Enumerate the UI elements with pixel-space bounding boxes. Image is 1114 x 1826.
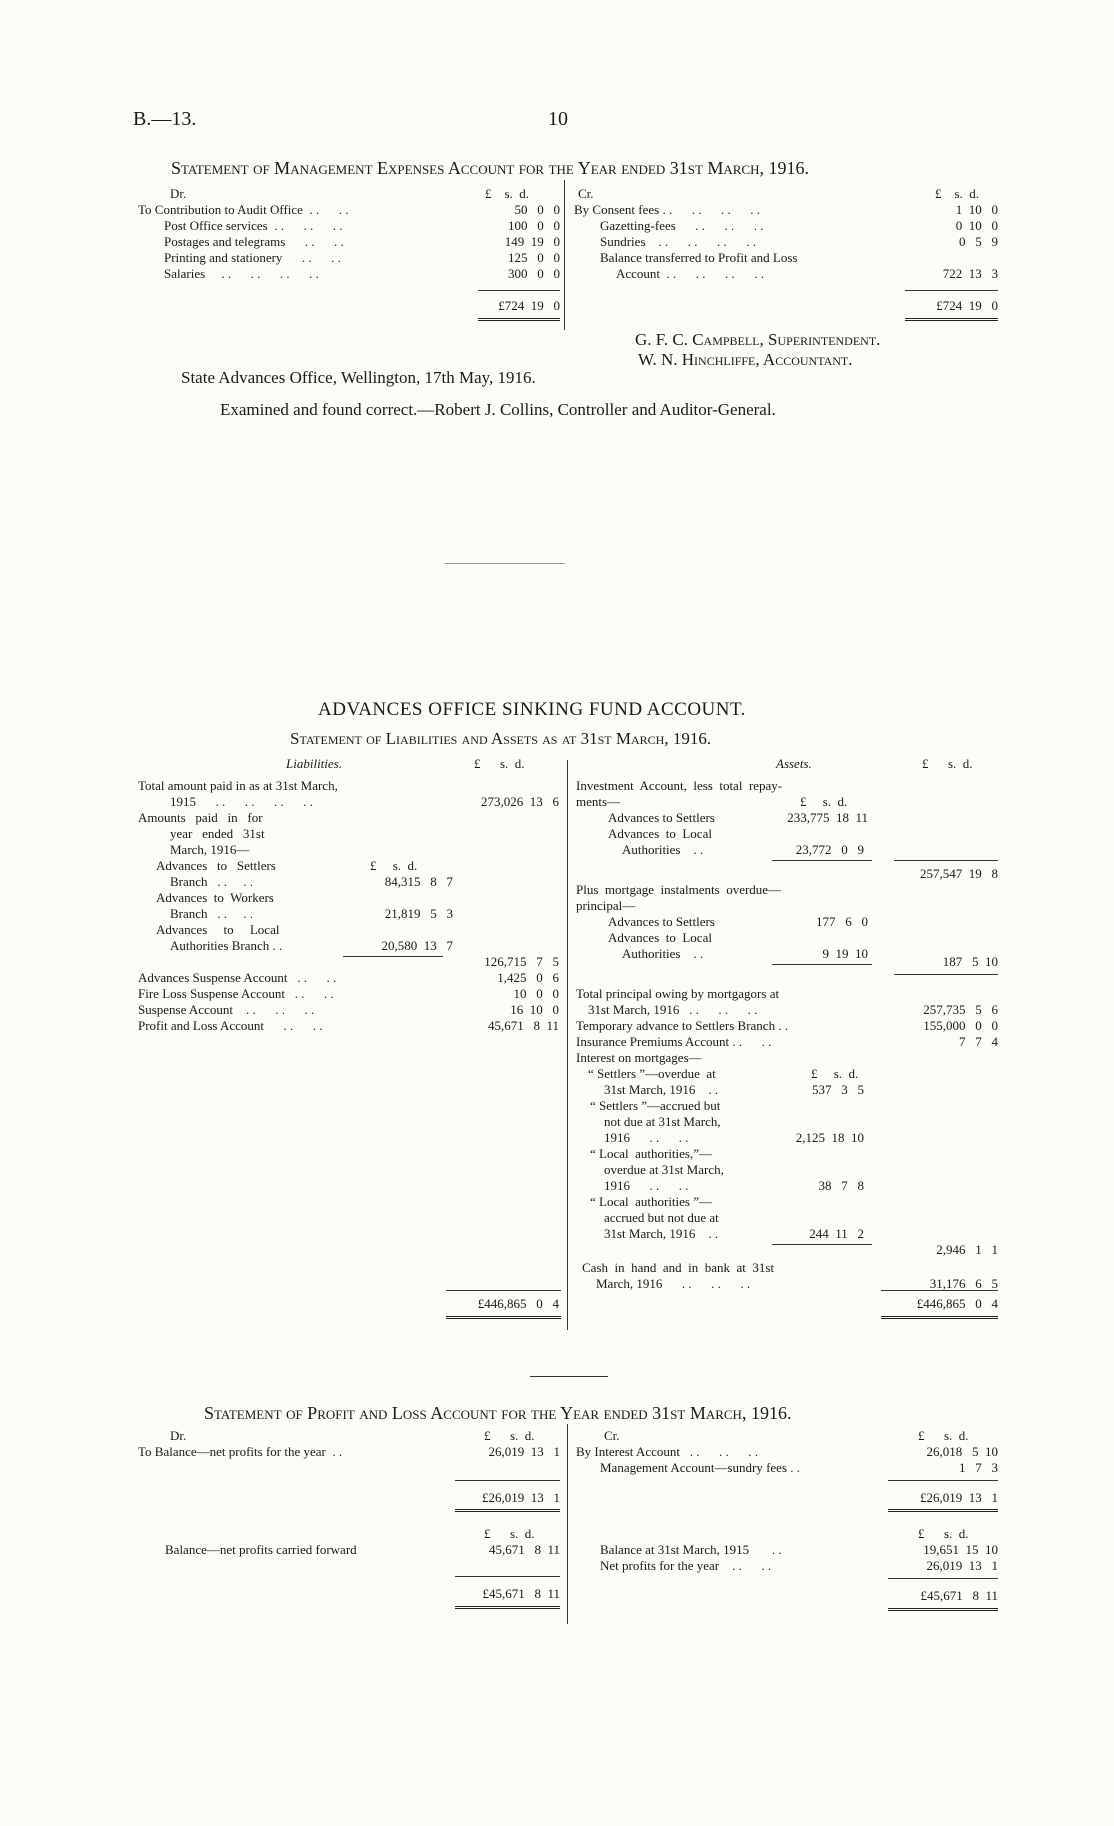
pl-cr-line: By Interest Account . . . . . . xyxy=(576,1444,758,1459)
liab-line: Branch . . . . xyxy=(170,906,254,921)
liab-line: 1915 . . . . . . . . xyxy=(170,794,313,809)
signature-accountant: W. N. Hinchliffe, Accountant. xyxy=(638,350,853,369)
cr-amount: 1 10 0 xyxy=(955,202,998,217)
liab-line: Branch . . . . xyxy=(170,874,254,889)
asset-line: “ Local authorities ”— xyxy=(590,1194,713,1209)
liab-line: Total amount paid in as at 31st March, xyxy=(138,778,338,793)
asset-total-rule xyxy=(881,1290,998,1291)
sinking-divider xyxy=(567,760,568,1330)
asset-inner-amount: 177 6 0 xyxy=(816,914,868,929)
asset-line: Plus mortgage instalments overdue— xyxy=(576,882,782,897)
asset-line: 1916 . . . . xyxy=(604,1130,689,1145)
asset-line: “ Settlers ”—accrued but xyxy=(590,1098,721,1113)
asset-amount: 31,176 6 5 xyxy=(929,1276,998,1291)
liab-line: year ended 31st xyxy=(170,826,265,841)
asset-inner-cols: £ s. d. xyxy=(811,1066,859,1081)
liab-amount: 273,026 13 6 xyxy=(481,794,559,809)
asset-line: overdue at 31st March, xyxy=(604,1162,724,1177)
signature-superintendent: G. F. C. Campbell, Superintendent. xyxy=(635,330,881,349)
liab-line: Advances to Local xyxy=(156,922,280,937)
cr-row: Balance transferred to Profit and Loss xyxy=(600,250,798,265)
liab-total-double-rule xyxy=(446,1316,561,1319)
mgmt-cr-label: Cr. xyxy=(578,186,594,201)
asset-amount: 155,000 0 0 xyxy=(923,1018,998,1033)
asset-inner-amount: 23,772 0 9 xyxy=(795,842,864,857)
asset-inner-rule xyxy=(772,964,872,965)
pl-dr-total-rule xyxy=(455,1606,560,1609)
liab-inner-cols: £ s. d. xyxy=(370,858,418,873)
pl-dr-total: £26,019 13 1 xyxy=(482,1490,560,1505)
sinking-title: ADVANCES OFFICE SINKING FUND ACCOUNT. xyxy=(318,699,746,720)
liab-line: Advances to Settlers xyxy=(156,858,276,873)
pl-cr-total: £45,671 8 11 xyxy=(920,1588,998,1603)
asset-line: accrued but not due at xyxy=(604,1210,719,1225)
pl-cr-cols-2: £ s. d. xyxy=(918,1526,969,1541)
asset-line: Authorities . . xyxy=(622,842,704,857)
asset-line: not due at 31st March, xyxy=(604,1114,721,1129)
liab-total: £446,865 0 4 xyxy=(477,1296,559,1311)
asset-line: Insurance Premiums Account . . . . xyxy=(576,1034,772,1049)
pl-dr-rule xyxy=(455,1576,560,1577)
mgmt-dr-total: £724 19 0 xyxy=(498,298,560,313)
mgmt-dr-total-rule xyxy=(478,318,560,321)
asset-line: ments— xyxy=(576,794,621,809)
liab-line: March, 1916— xyxy=(170,842,250,857)
cr-row: Gazetting-fees . . . . . . xyxy=(600,218,764,233)
liab-inner-amount: 21,819 5 3 xyxy=(384,906,453,921)
liab-line: Suspense Account . . . . . . xyxy=(138,1002,315,1017)
pl-title: Statement of Profit and Loss Account for the Year ended 31st March, 1916. xyxy=(204,1403,792,1423)
asset-line: 31st March, 1916 . . xyxy=(604,1226,719,1241)
cr-amount: 0 10 0 xyxy=(955,218,998,233)
page-number: 10 xyxy=(548,108,568,130)
pl-cr-line: Management Account—sundry fees . . xyxy=(600,1460,801,1475)
mgmt-divider xyxy=(564,180,565,330)
asset-line: 31st March, 1916 . . . . . . xyxy=(588,1002,758,1017)
asset-inner-amount: 2,125 18 10 xyxy=(795,1130,864,1145)
office-place-date: State Advances Office, Wellington, 17th May, 1916. xyxy=(181,368,536,387)
mgmt-cr-total-rule xyxy=(905,318,998,321)
dr-row: Postages and telegrams . . . . xyxy=(164,234,344,249)
pl-cr-rule xyxy=(888,1480,998,1481)
liab-inner-amount: 84,315 8 7 xyxy=(384,874,453,889)
pl-dr-rule xyxy=(455,1480,560,1481)
dr-amount: 50 0 0 xyxy=(514,202,560,217)
liab-amount: 1,425 0 6 xyxy=(497,970,559,985)
liab-line: Fire Loss Suspense Account . . . . xyxy=(138,986,334,1001)
liab-inner-rule xyxy=(343,956,443,957)
liab-line: Advances Suspense Account . . . . xyxy=(138,970,337,985)
dr-row: Printing and stationery . . . . xyxy=(164,250,341,265)
asset-amount: 2,946 1 1 xyxy=(936,1242,998,1257)
pl-dr-label: Dr. xyxy=(170,1428,187,1443)
liab-line: Advances to Workers xyxy=(156,890,274,905)
liab-total-rule xyxy=(446,1290,561,1291)
dr-amount: 100 0 0 xyxy=(508,218,560,233)
liab-amount: 10 0 0 xyxy=(513,986,559,1001)
pl-dr-line: To Balance—net profits for the year . . xyxy=(138,1444,343,1459)
asset-line: Advances to Settlers xyxy=(608,810,715,825)
assets-column xyxy=(576,778,998,1318)
asset-amount: 7 7 4 xyxy=(959,1034,998,1049)
asset-line: “ Settlers ”—overdue at xyxy=(588,1066,716,1081)
pl-cr-amount: 1 7 3 xyxy=(959,1460,998,1475)
mgmt-dr-label: Dr. xyxy=(170,186,187,201)
asset-inner-cols: £ s. d. xyxy=(800,794,848,809)
mgmt-title: Statement of Management Expenses Account for the Year ended 31st March, 1916. xyxy=(171,158,810,178)
asset-line: Advances to Local xyxy=(608,826,712,841)
asset-line: Temporary advance to Settlers Branch . . xyxy=(576,1018,789,1033)
liab-line: Amounts paid in for xyxy=(138,810,263,825)
dr-amount: 149 19 0 xyxy=(504,234,560,249)
asset-line: principal— xyxy=(576,898,636,913)
liab-inner-amount: 20,580 13 7 xyxy=(381,938,453,953)
cr-row: Account . . . . . . . . xyxy=(616,266,765,281)
assets-cols: £ s. d. xyxy=(922,756,973,771)
asset-inner-amount: 38 7 8 xyxy=(818,1178,864,1193)
pl-cr-label: Cr. xyxy=(604,1428,620,1443)
asset-rule xyxy=(894,974,998,975)
asset-inner-amount: 537 3 5 xyxy=(812,1082,864,1097)
pl-cr-cols: £ s. d. xyxy=(918,1428,969,1443)
cr-row: By Consent fees . . . . . . . . xyxy=(574,202,760,217)
sinking-subtitle: Statement of Liabilities and Assets as at 31st March, 1916. xyxy=(290,729,712,748)
mgmt-cr-rule xyxy=(905,290,998,291)
pl-dr-line: Balance—net profits carried forward xyxy=(165,1542,357,1557)
asset-inner-rule xyxy=(772,1244,872,1245)
assets-heading: Assets. xyxy=(776,756,812,771)
asset-inner-amount: 244 11 2 xyxy=(809,1226,864,1241)
dr-row: To Contribution to Audit Office . . . . xyxy=(138,202,349,217)
asset-line: Investment Account, less total repay- xyxy=(576,778,783,793)
asset-total: £446,865 0 4 xyxy=(916,1296,998,1311)
section-separator xyxy=(445,563,565,564)
section-separator xyxy=(530,1376,608,1377)
pl-dr-amount: 45,671 8 11 xyxy=(488,1542,560,1557)
cr-row: Sundries . . . . . . . . xyxy=(600,234,756,249)
pl-cr-amount: 26,019 13 1 xyxy=(926,1558,998,1573)
dr-amount: 125 0 0 xyxy=(508,250,560,265)
asset-rule xyxy=(894,860,998,861)
pl-dr-amount: 26,019 13 1 xyxy=(488,1444,560,1459)
asset-line: Interest on mortgages— xyxy=(576,1050,702,1065)
dr-row: Salaries . . . . . . . . xyxy=(164,266,319,281)
asset-inner-amount: 9 19 10 xyxy=(822,946,868,961)
pl-cr-total-rule xyxy=(888,1608,998,1611)
liabilities-column xyxy=(138,778,563,1318)
asset-line: Authorities . . xyxy=(622,946,704,961)
document-reference: B.—13. xyxy=(133,108,197,130)
cr-amount: 0 5 9 xyxy=(959,234,998,249)
pl-cr-rule xyxy=(888,1578,998,1579)
liab-amount: 126,715 7 5 xyxy=(484,954,559,969)
pl-cr-amount: 19,651 15 10 xyxy=(923,1542,998,1557)
pl-dr-cols: £ s. d. xyxy=(484,1428,535,1443)
pl-cr-amount: 26,018 5 10 xyxy=(926,1444,998,1459)
liab-amount: 16 10 0 xyxy=(510,1002,559,1017)
liab-line: Profit and Loss Account . . . . xyxy=(138,1018,323,1033)
pl-dr-total: £45,671 8 11 xyxy=(482,1586,560,1601)
asset-line: 31st March, 1916 . . xyxy=(604,1082,719,1097)
asset-line: Total principal owing by mortgagors at xyxy=(576,986,780,1001)
asset-total-double-rule xyxy=(881,1316,998,1319)
dr-amount: 300 0 0 xyxy=(508,266,560,281)
asset-line: “ Local authorities,”— xyxy=(590,1146,713,1161)
liabilities-cols: £ s. d. xyxy=(474,756,525,771)
pl-dr-total-rule xyxy=(455,1509,560,1512)
asset-line: Advances to Settlers xyxy=(608,914,715,929)
asset-line: Cash in hand and in bank at 31st xyxy=(582,1260,775,1275)
pl-cr-line: Net profits for the year . . . . xyxy=(600,1558,772,1573)
asset-amount: 257,735 5 6 xyxy=(923,1002,998,1017)
pl-cr-total-rule xyxy=(888,1509,998,1512)
asset-inner-amount: 233,775 18 11 xyxy=(787,810,868,825)
mgmt-cr-total: £724 19 0 xyxy=(936,298,998,313)
asset-amount: 187 5 10 xyxy=(942,954,998,969)
asset-amount: 257,547 19 8 xyxy=(920,866,998,881)
cr-amount: 722 13 3 xyxy=(942,266,998,281)
liab-amount: 45,671 8 11 xyxy=(487,1018,559,1033)
dr-row: Post Office services . . . . . . xyxy=(164,218,343,233)
mgmt-dr-cols: £ s. d. xyxy=(485,186,530,201)
examined-note: Examined and found correct.—Robert J. Collins, Controller and Auditor-General. xyxy=(220,400,776,419)
mgmt-dr-rule xyxy=(478,290,560,291)
liab-line: Authorities Branch . . xyxy=(170,938,283,953)
asset-line: 1916 . . . . xyxy=(604,1178,689,1193)
pl-dr-cols-2: £ s. d. xyxy=(484,1526,535,1541)
mgmt-cr-cols: £ s. d. xyxy=(935,186,980,201)
asset-line: Advances to Local xyxy=(608,930,712,945)
pl-cr-line: Balance at 31st March, 1915 . . xyxy=(600,1542,782,1557)
pl-cr-total: £26,019 13 1 xyxy=(920,1490,998,1505)
pl-divider xyxy=(567,1424,568,1624)
asset-line: March, 1916 . . . . . . xyxy=(596,1276,751,1291)
liabilities-heading: Liabilities. xyxy=(286,756,342,771)
asset-inner-rule xyxy=(772,860,872,861)
